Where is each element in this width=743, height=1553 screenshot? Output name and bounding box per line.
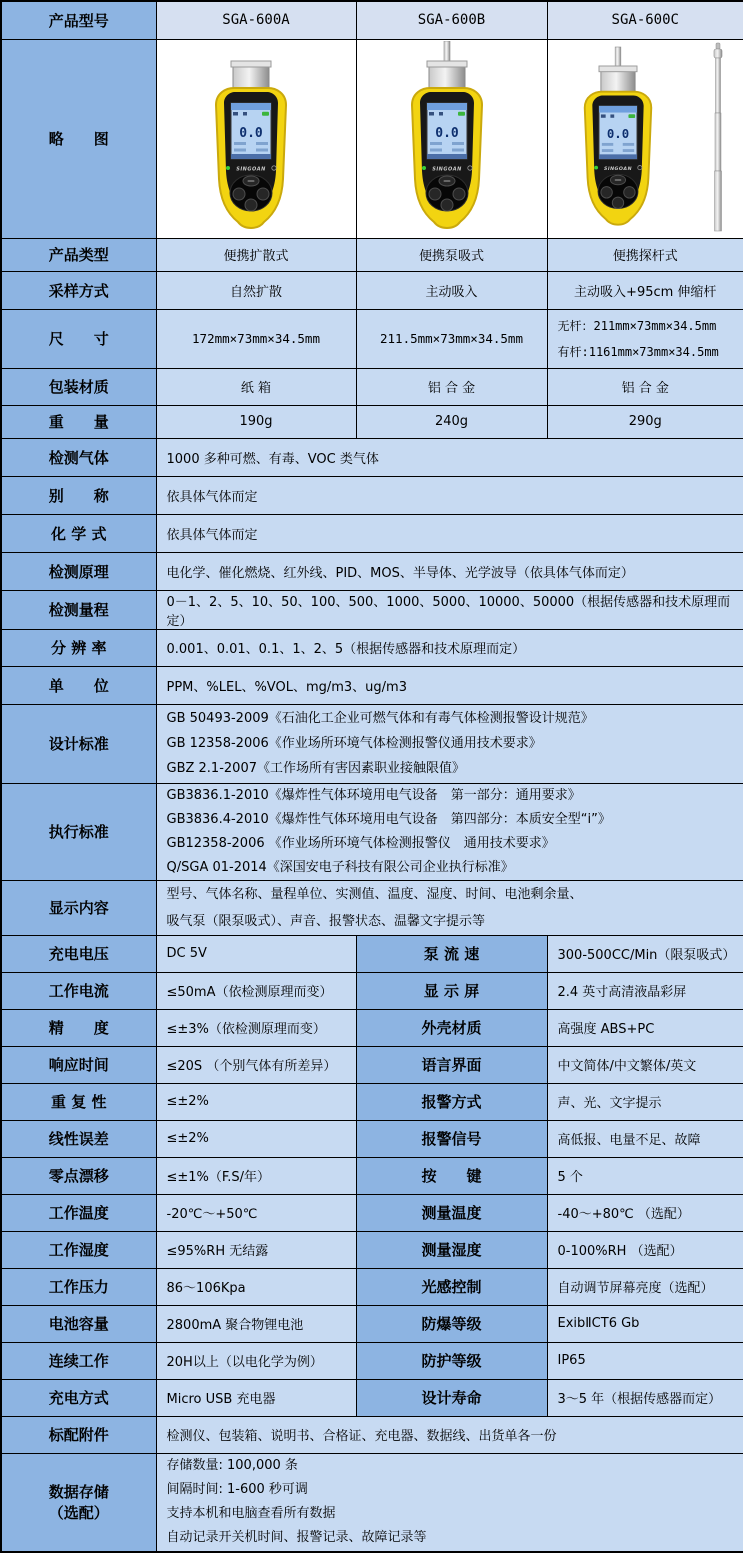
- spec-value: 便携泵吸式: [356, 238, 547, 271]
- storage-line: 间隔时间: 1-600 秒可调: [166, 1482, 308, 1498]
- spec-value: 依具体气体而定: [156, 476, 743, 514]
- fan-icon: [243, 112, 247, 116]
- spec-value: 自动调节屏幕亮度（选配）: [547, 1268, 743, 1305]
- telescopic-rod: [714, 43, 722, 231]
- standard-line: GB 12358-2006《作业场所环境气体检测报警仪通用技术要求》: [166, 736, 542, 751]
- spec-label: 工作压力: [1, 1268, 156, 1305]
- spec-value: 3～5 年（根据传感器而定）: [547, 1379, 743, 1416]
- dimension-line: 有杆:1161mm×73mm×34.5mm: [557, 344, 719, 359]
- fan-icon: [611, 114, 615, 117]
- spec-value: 211.5mm×73mm×34.5mm: [356, 309, 547, 368]
- battery-icon: [458, 112, 465, 116]
- device-screen-value: 0.0: [434, 126, 459, 141]
- spec-value: [156, 1453, 743, 1552]
- spec-value: 便携探杆式: [547, 238, 743, 271]
- spec-label: 测量湿度: [356, 1231, 547, 1268]
- spec-value: ≤±2%: [156, 1083, 356, 1120]
- device-image-sga-600c: [550, 41, 740, 236]
- standard-line: Q/SGA 01-2014《深国安电子科技有限公司企业执行标准》: [166, 859, 514, 875]
- spec-row: [1, 1046, 743, 1083]
- spec-label: 包装材质: [1, 368, 156, 405]
- spec-label: 标配附件: [1, 1416, 156, 1453]
- power-led: [422, 166, 426, 170]
- spec-label: 响应时间: [1, 1046, 156, 1083]
- spec-value: 0.001、0.01、0.1、1、2、5（根据传感器和技术原理而定）: [156, 629, 743, 666]
- standard-line: GB 50493-2009《石油化工企业可燃气体和有毒气体检测报警设计规范》: [166, 711, 594, 726]
- spec-value: 86～106Kpa: [156, 1268, 356, 1305]
- spec-label: 设计标准: [1, 704, 156, 783]
- spec-row: [1, 238, 743, 271]
- exec-standards-row: [1, 783, 743, 880]
- spec-value: [156, 880, 743, 935]
- spec-value: [156, 783, 743, 880]
- spec-label: 重 量: [1, 405, 156, 438]
- spec-value: ≤±1%（F.S/年）: [156, 1157, 356, 1194]
- spec-label: 线性误差: [1, 1120, 156, 1157]
- right-button: [624, 187, 635, 198]
- spec-value: 172mm×73mm×34.5mm: [156, 309, 356, 368]
- spec-value: ≤20S （个别气体有所差异）: [156, 1046, 356, 1083]
- spec-label: 语言界面: [356, 1046, 547, 1083]
- spec-label: 检测量程: [1, 590, 156, 629]
- left-button: [429, 188, 441, 200]
- spec-value: ExibⅡCT6 Gb: [547, 1305, 743, 1342]
- pump-probe: [444, 41, 450, 62]
- spec-label: 报警信号: [356, 1120, 547, 1157]
- storage-line: 存储数量: 100,000 条: [166, 1458, 298, 1474]
- spec-label: 测量温度: [356, 1194, 547, 1231]
- spec-label: 检测原理: [1, 552, 156, 590]
- spec-value: ≤±2%: [156, 1120, 356, 1157]
- left-button: [601, 187, 612, 198]
- spec-value: DC 5V: [156, 935, 356, 972]
- storage-label-line: （选配）: [48, 1504, 109, 1523]
- spec-row: [1, 1268, 743, 1305]
- pump-probe: [615, 47, 621, 67]
- spec-row: [1, 271, 743, 309]
- content-line: 型号、气体名称、量程单位、实测值、温度、湿度、时间、电池剩余量、: [166, 886, 583, 902]
- spec-label: 单 位: [1, 666, 156, 704]
- spec-label: [1, 1453, 156, 1552]
- spec-row: [1, 1120, 743, 1157]
- spec-row: [1, 1305, 743, 1342]
- spec-row: [1, 1231, 743, 1268]
- spec-value: -20℃～+50℃: [156, 1194, 356, 1231]
- spec-value: [547, 309, 743, 368]
- spec-value: 240g: [356, 405, 547, 438]
- left-button: [233, 188, 245, 200]
- spec-value: 主动吸入: [356, 271, 547, 309]
- spec-value: 中文简体/中文繁体/英文: [547, 1046, 743, 1083]
- dimension-line: 无杆：211mm×73mm×34.5mm: [557, 318, 717, 333]
- standard-line: GBZ 2.1-2007《工作场所有害因素职业接触限值》: [166, 761, 465, 776]
- sketch-row: [1, 39, 743, 238]
- spec-row: [1, 1009, 743, 1046]
- spec-value: 1000 多种可燃、有毒、VOC 类气体: [156, 438, 743, 476]
- spec-row: [1, 666, 743, 704]
- spec-label: 显 示 屏: [356, 972, 547, 1009]
- battery-icon: [262, 112, 269, 116]
- spec-value: 2.4 英寸高清液晶彩屏: [547, 972, 743, 1009]
- enter-button: [441, 199, 453, 211]
- label-product-model: 产品型号: [1, 1, 156, 39]
- spec-row: [1, 368, 743, 405]
- spec-label: 化 学 式: [1, 514, 156, 552]
- content-line: 吸气泵（限泵吸式）、声音、报警状态、温馨文字提示等: [166, 913, 486, 929]
- spec-value: 自然扩散: [156, 271, 356, 309]
- spec-label: 连续工作: [1, 1342, 156, 1379]
- spec-value: 电化学、催化燃烧、红外线、PID、MOS、半导体、光学波导（依具体气体而定）: [156, 552, 743, 590]
- spec-value: 2800mA 聚合物锂电池: [156, 1305, 356, 1342]
- spec-label: 按 键: [356, 1157, 547, 1194]
- spec-row: [1, 590, 743, 629]
- spec-label: 光感控制: [356, 1268, 547, 1305]
- device-screen-value: 0.0: [239, 126, 263, 141]
- spec-value: 5 个: [547, 1157, 743, 1194]
- speaker-icon: [429, 112, 434, 116]
- model-name-c: SGA-600C: [547, 1, 743, 39]
- device-brand: SINGOAN: [431, 166, 462, 173]
- spec-value: IP65: [547, 1342, 743, 1379]
- spec-row: [1, 438, 743, 476]
- spec-label: 设计寿命: [356, 1379, 547, 1416]
- spec-label: 报警方式: [356, 1083, 547, 1120]
- spec-value: 高强度 ABS+PC: [547, 1009, 743, 1046]
- spec-label: 检测气体: [1, 438, 156, 476]
- device-image-cell-a: [156, 39, 356, 238]
- device-image-sga-600a: [171, 41, 341, 236]
- spec-row: [1, 935, 743, 972]
- spec-row: [1, 405, 743, 438]
- spec-label: 采样方式: [1, 271, 156, 309]
- standard-line: GB3836.1-2010《爆炸性气体环境用电气设备 第一部分：通用要求》: [166, 787, 581, 803]
- spec-label: 外壳材质: [356, 1009, 547, 1046]
- spec-row: [1, 1083, 743, 1120]
- spec-label: 工作湿度: [1, 1231, 156, 1268]
- standard-line: GB12358-2006 《作业场所环境气体检测报警仪 通用技术要求》: [166, 835, 555, 851]
- device-brand: SINGOAN: [604, 167, 633, 173]
- speaker-icon: [233, 112, 238, 116]
- accessories-row: [1, 1416, 743, 1453]
- display-content-row: [1, 880, 743, 935]
- spec-label: 工作温度: [1, 1194, 156, 1231]
- spec-value: 0－1、2、5、10、50、100、500、1000、5000、10000、50000（根据传感器和技术原理而定）: [156, 590, 743, 629]
- spec-row: [1, 1342, 743, 1379]
- spec-value: 190g: [156, 405, 356, 438]
- spec-row: [1, 514, 743, 552]
- right-button: [257, 188, 269, 200]
- storage-label-line: 数据存储: [48, 1483, 109, 1502]
- standard-line: GB3836.4-2010《爆炸性气体环境用电气设备 第四部分：本质安全型“i”》: [166, 811, 611, 827]
- spec-label: 尺 寸: [1, 309, 156, 368]
- spec-value: 铝 合 金: [356, 368, 547, 405]
- enter-button: [245, 199, 257, 211]
- spec-label: 充电电压: [1, 935, 156, 972]
- spec-label: 工作电流: [1, 972, 156, 1009]
- spec-label: 显示内容: [1, 880, 156, 935]
- power-led: [595, 166, 599, 170]
- speaker-icon: [601, 114, 606, 117]
- spec-label: 防护等级: [356, 1342, 547, 1379]
- spec-row: [1, 476, 743, 514]
- spec-value: 主动吸入+95cm 伸缩杆: [547, 271, 743, 309]
- spec-value: -40～+80℃ （选配）: [547, 1194, 743, 1231]
- spec-row: [1, 1157, 743, 1194]
- spec-value: [156, 704, 743, 783]
- spec-value: 依具体气体而定: [156, 514, 743, 552]
- device-image-sga-600b: [367, 41, 537, 236]
- spec-value: 20H以上（以电化学为例）: [156, 1342, 356, 1379]
- spec-row: [1, 1379, 743, 1416]
- spec-label: 泵 流 速: [356, 935, 547, 972]
- spec-value: 声、光、文字提示: [547, 1083, 743, 1120]
- spec-label: 电池容量: [1, 1305, 156, 1342]
- spec-label: 别 称: [1, 476, 156, 514]
- label-sketch: 略 图: [1, 39, 156, 238]
- spec-value: 铝 合 金: [547, 368, 743, 405]
- spec-row: [1, 1194, 743, 1231]
- spec-value: 便携扩散式: [156, 238, 356, 271]
- spec-value: 检测仪、包装箱、说明书、合格证、充电器、数据线、出货单各一份: [156, 1416, 743, 1453]
- device-screen-value: 0.0: [607, 127, 630, 142]
- enter-button: [613, 197, 624, 208]
- spec-label: 分 辨 率: [1, 629, 156, 666]
- spec-value: 290g: [547, 405, 743, 438]
- spec-label: 产品类型: [1, 238, 156, 271]
- spec-value: Micro USB 充电器: [156, 1379, 356, 1416]
- device-brand: SINGOAN: [236, 166, 266, 173]
- spec-value: 纸 箱: [156, 368, 356, 405]
- storage-line: 自动记录开关机时间、报警记录、故障记录等: [166, 1530, 427, 1546]
- storage-line: 支持本机和电脑查看所有数据: [166, 1506, 336, 1522]
- spec-value: 300-500CC/Min（限泵吸式）: [547, 935, 743, 972]
- spec-value: 高低报、电量不足、故障: [547, 1120, 743, 1157]
- spec-label: 执行标准: [1, 783, 156, 880]
- spec-row: [1, 629, 743, 666]
- spec-label: 零点漂移: [1, 1157, 156, 1194]
- device-image-cell-c: [547, 39, 743, 238]
- spec-label: 精 度: [1, 1009, 156, 1046]
- spec-label: 重 复 性: [1, 1083, 156, 1120]
- spec-value: 0-100%RH （选配）: [547, 1231, 743, 1268]
- spec-value: ≤50mA（依检测原理而变）: [156, 972, 356, 1009]
- header-row: [1, 1, 743, 39]
- power-led: [226, 166, 230, 170]
- spec-value: ≤95%RH 无结露: [156, 1231, 356, 1268]
- model-name-b: SGA-600B: [356, 1, 547, 39]
- right-button: [453, 188, 465, 200]
- spec-row: [1, 972, 743, 1009]
- spec-label: 充电方式: [1, 1379, 156, 1416]
- spec-row: [1, 309, 743, 368]
- storage-row: [1, 1453, 743, 1552]
- device-image-cell-b: [356, 39, 547, 238]
- spec-value: ≤±3%（依检测原理而变）: [156, 1009, 356, 1046]
- fan-icon: [439, 112, 443, 116]
- spec-value: PPM、%LEL、%VOL、mg/m3、ug/m3: [156, 666, 743, 704]
- model-name-a: SGA-600A: [156, 1, 356, 39]
- spec-row: [1, 552, 743, 590]
- spec-label: 防爆等级: [356, 1305, 547, 1342]
- battery-icon: [629, 114, 636, 118]
- device-c-body-group: [585, 47, 652, 225]
- design-standards-row: [1, 704, 743, 783]
